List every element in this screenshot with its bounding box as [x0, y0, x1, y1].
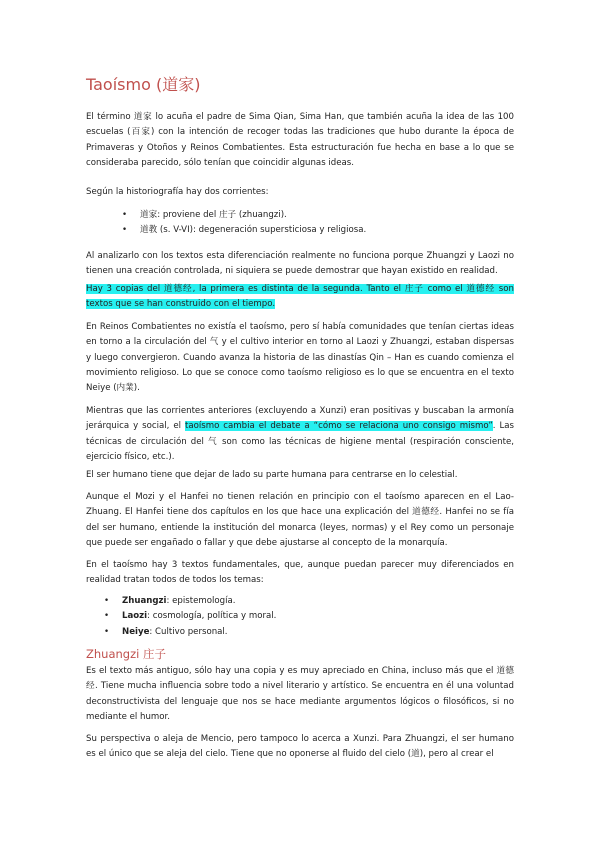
text-desc: : cosmología, política y moral. [147, 611, 277, 622]
list-item [122, 208, 514, 223]
list-item [104, 609, 514, 624]
highlighted-text: Hay 3 copias del 道德经, la primera es distinta de la segunda. Tanto el 庄子 como el 道德经 son textos que se han construido con el tiempo. [86, 284, 514, 310]
fundamental-texts-paragraph [86, 558, 514, 589]
list-item [104, 594, 514, 609]
paragraph-human: El ser humano tiene que dejar de lado su parte humana para centrarse en lo celestial. [86, 470, 458, 480]
bullet-icon: • [122, 210, 128, 220]
list-item [104, 625, 514, 640]
paragraph-zhuangzi: Es el texto más antiguo, sólo hay una copia y es muy apreciado en China, incluso más que el 道德经. Tiene mucha influencia sobre todo a nivel literario y artístico. Se encuentra en él una voluntad deconstructivista del lenguaje que nos se hace mediante argumentos lógicos o filosóficos, si no mediante el humor. [86, 666, 514, 722]
copies-paragraph [86, 282, 514, 313]
list-item-text: 道教 (s. V-VI): degeneración supersticiosa y religiosa. [140, 225, 367, 236]
intro-paragraph [86, 110, 514, 171]
paragraph-fundamental-texts: En el taoísmo hay 3 textos fundamentales, que, aunque puedan parecer muy diferenciados en realidad tratan todos de todos los temas: [86, 560, 514, 586]
bullet-icon: • [122, 225, 128, 236]
bullet-icon: • [104, 626, 110, 637]
list-item [122, 223, 514, 238]
text-desc: : Cultivo personal. [149, 626, 228, 637]
paragraph-mozi-hanfei: Aunque el Mozi y el Hanfei no tienen relación en principio con el taoísmo aparecen en el Lao-Zhuang. El Hanfei tiene dos capítulos en los que hace una explicación del 道德经. Hanfei no se fía del ser humano, entiende la institución del monarca (leyes, normas) y el Rey como un personaje que puede ser engañado o fallar y que debe ajustarse al concepto de la monarquía. [86, 492, 514, 548]
text-name: Neiye [122, 626, 150, 637]
debate-paragraph [86, 404, 514, 465]
currents-intro [86, 185, 514, 200]
warring-states-paragraph [86, 320, 514, 396]
currents-list [122, 208, 514, 239]
mozi-hanfei-paragraph [86, 490, 514, 551]
paragraph-currents-intro: Según la historiografía hay dos corrientes: [86, 187, 269, 197]
text-span: . Las técnicas de circulación del 气 son como las técnicas de higiene mental (respiración consciente, ejercicio físico, etc.). [86, 421, 514, 462]
texts-list [104, 594, 514, 640]
paragraph-debate [86, 404, 514, 465]
page-title: Taoísmo (道家) [86, 75, 201, 94]
text-desc: : epistemología. [166, 596, 236, 606]
highlighted-text: taoísmo cambia el debate a “cómo se relaciona uno consigo mismo” [184, 421, 493, 432]
text-span: Mientras que las corrientes anteriores (excluyendo a Xunzi) eran positivas y buscaban la armonía jerárquica y social, el [86, 406, 514, 432]
paragraph-origin: El término 道家 lo acuña el padre de Sima Qian, Sima Han, que también acuña la idea de las 100 escuelas (百家) con la intención de recoger todas las tradiciones que hubo durante la época de Primaveras y Otoños y Reinos Combatientes. Esta estructuración fue hecha en base a lo que se consideraba parecido, sólo tenían que coincidir algunas ideas. [86, 112, 514, 168]
text-name: Laozi [122, 611, 148, 622]
human-paragraph [86, 468, 514, 483]
zhuangzi-paragraph [86, 664, 514, 725]
analysis-paragraph [86, 249, 514, 280]
paragraph-analysis: Al analizarlo con los textos esta diferenciación realmente no funciona porque Zhuangzi y Laozi no tienen una creación controlada, ni siquiera se puede demostrar que hayan existido en realidad. [86, 251, 514, 277]
text-name: Zhuangzi [122, 596, 167, 606]
section-title: Zhuangzi 庄子 [86, 647, 166, 661]
section-heading [86, 646, 514, 662]
perspective-paragraph [86, 732, 514, 763]
list-item-text: 道家: proviene del 庄子 (zhuangzi). [140, 210, 287, 220]
paragraph-copies [86, 282, 514, 313]
bullet-icon: • [104, 596, 110, 606]
paragraph-warring-states: En Reinos Combatientes no existía el taoísmo, pero sí había comunidades que tenían ciertas ideas en torno a la circulación del 气 y el cultivo interior en torno al Laozi y Zhuangzi, estaban dispersas y luego convergieron. Cuando avanza la historia de las dinastías Qin – Han es cuando comienza el movimiento religioso. Lo que se conoce como taoísmo religioso es lo que se encuentra en el texto Neiye (内業). [86, 322, 514, 394]
paragraph-perspective: Su perspectiva o aleja de Mencio, pero tampoco lo acerca a Xunzi. Para Zhuangzi, el ser humano es el único que se aleja del cielo. Tiene que no oponerse al fluido del cielo (道), pero al crear el [86, 734, 514, 760]
bullet-icon: • [104, 611, 110, 622]
